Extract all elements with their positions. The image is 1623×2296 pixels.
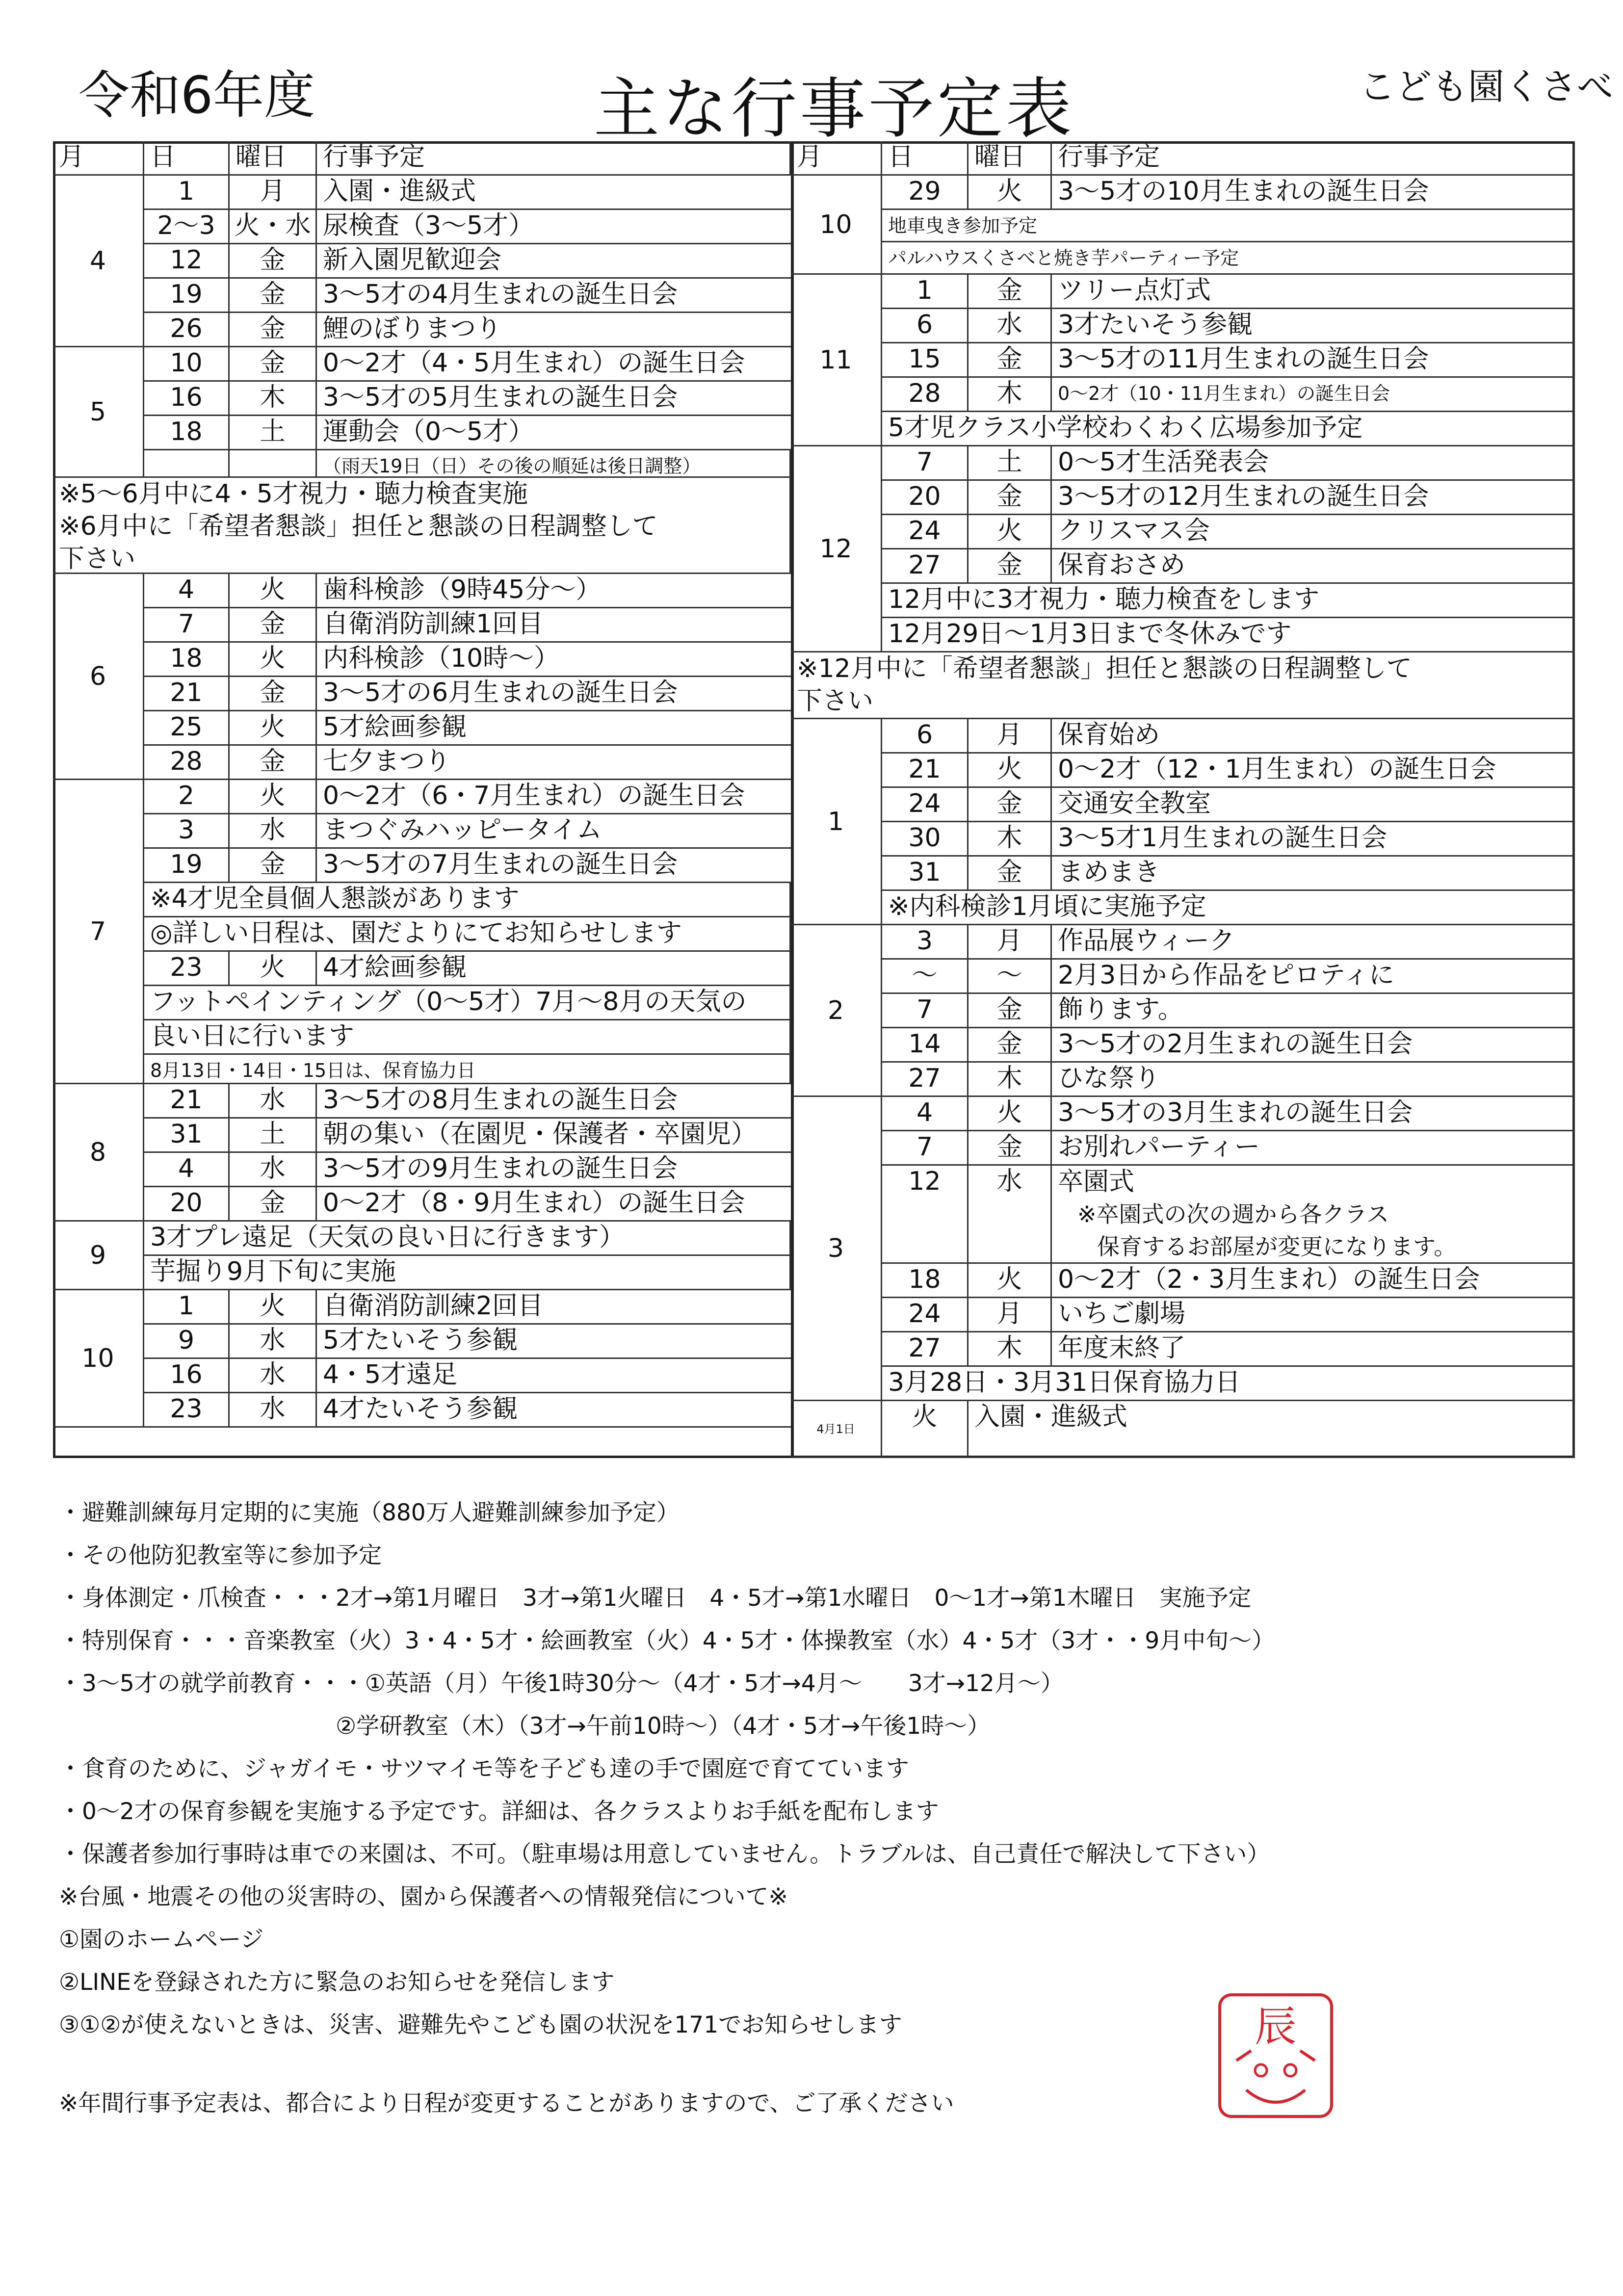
- note-line: ・特別保育・・・音楽教室（火）3・4・5才・絵画教室（火）4・5才・体操教室（水）4・5才（3才・・9月中旬〜）: [59, 1627, 1275, 1654]
- month-cell: 2: [791, 925, 882, 1097]
- event-name: まつぐみハッピータイム: [317, 814, 794, 849]
- event-name: 保育始め: [1052, 719, 1575, 754]
- event-day: 4: [882, 1097, 969, 1131]
- event-weekday: 火: [230, 952, 317, 986]
- event-name: 0〜2才（6・7月生まれ）の誕生日会: [317, 780, 794, 814]
- note-line: 3月28日・3月31日保育協力日: [882, 1367, 1575, 1401]
- event-weekday: 火: [230, 780, 317, 814]
- event-day: 7: [882, 446, 969, 481]
- event-name: 新入園児歓迎会: [317, 244, 794, 279]
- event-day: 27: [882, 1332, 969, 1367]
- note-line: ※6月中に「希望者懇談」担任と懇談の日程調整して: [59, 512, 658, 541]
- event-weekday: 月: [230, 176, 317, 210]
- header-month: 月: [791, 141, 882, 176]
- event-weekday: 金: [969, 481, 1052, 515]
- event-day: 25: [144, 711, 230, 746]
- note-line: ③①②が使えないときは、災害、避難先やこども園の状況を171でお知らせします: [59, 2011, 902, 2038]
- event-name: 0〜2才（12・1月生まれ）の誕生日会: [1052, 754, 1575, 788]
- month-cell: 3: [791, 1097, 882, 1401]
- note-line: 下さい: [59, 544, 136, 574]
- event-day: 18: [144, 416, 230, 450]
- event-weekday: 土: [969, 446, 1052, 481]
- event-name: 2月3日から作品をピロティに: [1052, 960, 1575, 994]
- event-name: いちご劇場: [1052, 1298, 1575, 1332]
- event-weekday: 火: [230, 1290, 317, 1325]
- event-weekday: 金: [969, 275, 1052, 309]
- month-cell: 7: [53, 780, 144, 1084]
- event-day: 2〜3: [144, 210, 230, 244]
- event-weekday: 金: [230, 347, 317, 382]
- event-name: 3〜5才の10月生まれの誕生日会: [1052, 176, 1575, 210]
- event-name: 0〜2才（2・3月生まれ）の誕生日会: [1052, 1264, 1575, 1298]
- event-name: 年度末終了: [1052, 1332, 1575, 1367]
- event-weekday: 金: [230, 279, 317, 313]
- event-day: 1: [144, 176, 230, 210]
- event-day: 3: [144, 814, 230, 849]
- event-day: 31: [882, 857, 969, 891]
- event-name: 尿検査（3〜5才）: [317, 210, 794, 244]
- event-day: 16: [144, 1359, 230, 1393]
- event-name: クリスマス会: [1052, 515, 1575, 549]
- note-line: 下さい: [797, 686, 874, 716]
- note-line: ※12月中に「希望者懇談」担任と懇談の日程調整して: [797, 654, 1412, 683]
- month-cell: 6: [53, 574, 144, 780]
- event-day: 21: [144, 1084, 230, 1119]
- page-title: 主な行事予定表: [594, 71, 1075, 147]
- event-day: 3: [882, 925, 969, 960]
- event-name: 3〜5才の4月生まれの誕生日会: [317, 279, 794, 313]
- event-weekday: 月: [969, 719, 1052, 754]
- month-cell: 1: [791, 719, 882, 925]
- month-cell: 11: [791, 275, 882, 446]
- event-day: 4: [144, 574, 230, 608]
- event-weekday: 水: [969, 1166, 1052, 1264]
- month-cell: 5: [53, 347, 144, 478]
- event-name: まめまき: [1052, 857, 1575, 891]
- event-name: 0〜2才（10・11月生まれ）の誕生日会: [1052, 378, 1575, 412]
- event-weekday: 木: [969, 1332, 1052, 1367]
- event-weekday: 水: [969, 309, 1052, 343]
- next-april-date: 4月1日: [791, 1401, 882, 1458]
- event-day: 24: [882, 788, 969, 822]
- event-name: 5才たいそう参観: [317, 1325, 794, 1359]
- header: [0, 0, 1623, 147]
- event-name: 保育おさめ: [1052, 549, 1575, 584]
- fiscal-year: 令和6年度: [79, 65, 315, 125]
- event-day: 31: [144, 1119, 230, 1153]
- event-day: 6: [882, 309, 969, 343]
- seal-icon: [1217, 1992, 1335, 2119]
- note-line: 良い日に行います: [144, 1020, 791, 1055]
- event-name: 3〜5才の12月生まれの誕生日会: [1052, 481, 1575, 515]
- event-weekday: 水: [230, 1325, 317, 1359]
- note-line: ※5〜6月中に4・5才視力・聴力検査実施: [59, 479, 528, 509]
- event-weekday: 金: [230, 244, 317, 279]
- event-name: 入園・進級式: [317, 176, 794, 210]
- event-name: 3〜5才の9月生まれの誕生日会: [317, 1153, 794, 1187]
- note-line: ・3〜5才の就学前教育・・・①英語（月）午後1時30分〜（4才・5才→4月〜 3才→12月〜）: [59, 1670, 1064, 1697]
- event-name: 3〜5才の8月生まれの誕生日会: [317, 1084, 794, 1119]
- note-line: 12月中に3才視力・聴力検査をします: [882, 584, 1575, 618]
- event-weekday: 火: [969, 1097, 1052, 1131]
- note-line: ・避難訓練毎月定期的に実施（880万人避難訓練参加予定）: [59, 1499, 680, 1526]
- event-day: 29: [882, 176, 969, 210]
- month-cell: 4: [53, 176, 144, 347]
- event-name: 3〜5才の6月生まれの誕生日会: [317, 677, 794, 711]
- event-name: 七夕まつり: [317, 746, 794, 780]
- note-line: ・保護者参加行事時は車での来園は、不可。（駐車場は用意していません。トラブルは、自己責任で解決して下さい）: [59, 1841, 1270, 1868]
- event-day: 27: [882, 549, 969, 584]
- event-day: 18: [144, 643, 230, 677]
- event-day: 4: [144, 1153, 230, 1187]
- event-weekday: 土: [230, 1119, 317, 1153]
- note-line: 5才児クラス小学校わくわく広場参加予定: [882, 412, 1575, 446]
- empty-cell: [230, 450, 317, 478]
- event-name: 0〜2才（8・9月生まれ）の誕生日会: [317, 1187, 794, 1222]
- event-day: 23: [144, 952, 230, 986]
- event-name: 運動会（0〜5才）: [317, 416, 794, 450]
- event-weekday: 水: [230, 1359, 317, 1393]
- event-weekday: 火: [969, 1264, 1052, 1298]
- event-name: 0〜2才（4・5月生まれ）の誕生日会: [317, 347, 794, 382]
- event-weekday: 火: [230, 711, 317, 746]
- event-weekday: 金: [969, 1131, 1052, 1166]
- event-day: 1: [144, 1290, 230, 1325]
- event-weekday: 水: [230, 814, 317, 849]
- school-name: こども園くさべ: [1359, 66, 1613, 108]
- event-name: ツリー点灯式: [1052, 275, 1575, 309]
- note-line: 12月29日〜1月3日まで冬休みです: [882, 618, 1575, 652]
- event-day: 6: [882, 719, 969, 754]
- event-weekday: 金: [230, 608, 317, 643]
- month-cell: 8: [53, 1084, 144, 1222]
- event-weekday: 〜: [969, 960, 1052, 994]
- event-name: 内科検診（10時〜）: [317, 643, 794, 677]
- event-day: 27: [882, 1063, 969, 1097]
- note-line: ・身体測定・爪検査・・・2才→第1月曜日 3才→第1火曜日 4・5才→第1水曜日 0〜1才→第1木曜日 実施予定: [59, 1585, 1252, 1612]
- event-weekday: 土: [230, 416, 317, 450]
- event-name: 4才たいそう参観: [317, 1393, 794, 1428]
- event-weekday: 火: [882, 1401, 969, 1458]
- event-name: 3〜5才の5月生まれの誕生日会: [317, 382, 794, 416]
- event-weekday: 金: [969, 549, 1052, 584]
- event-name: 3〜5才の3月生まれの誕生日会: [1052, 1097, 1575, 1131]
- event-name: 3〜5才の7月生まれの誕生日会: [317, 849, 794, 883]
- event-name: 3才たいそう参観: [1052, 309, 1575, 343]
- event-day: 15: [882, 343, 969, 378]
- event-note: ※卒園式の次の週から各クラス: [1077, 1201, 1389, 1227]
- event-day: 14: [882, 1028, 969, 1063]
- event-day: 2: [144, 780, 230, 814]
- event-name: 鯉のぼりまつり: [317, 313, 794, 347]
- event-day: 26: [144, 313, 230, 347]
- note-line: ※台風・地震その他の災害時の、園から保護者への情報発信について※: [59, 1883, 788, 1910]
- header-month: 月: [53, 141, 144, 176]
- event-name: 自衛消防訓練1回目: [317, 608, 794, 643]
- event-weekday: 金: [969, 857, 1052, 891]
- header-events: 行事予定: [1052, 141, 1575, 176]
- event-weekday: 木: [969, 378, 1052, 412]
- event-day: 28: [144, 746, 230, 780]
- event-day: 〜: [882, 960, 969, 994]
- event-weekday: 金: [230, 1187, 317, 1222]
- event-name: 4・5才遠足: [317, 1359, 794, 1393]
- event-day: 1: [882, 275, 969, 309]
- notes-section: [59, 1491, 1560, 2046]
- event-day: 20: [144, 1187, 230, 1222]
- event-day: 18: [882, 1264, 969, 1298]
- event-weekday: 月: [969, 925, 1052, 960]
- event-day: 10: [144, 347, 230, 382]
- header-weekday: 曜日: [969, 141, 1052, 176]
- month-cell: 10: [53, 1290, 144, 1428]
- event-weekday: 金: [230, 849, 317, 883]
- event-name: 4才絵画参観: [317, 952, 791, 986]
- month-cell: 10: [791, 176, 882, 275]
- event-name: 朝の集い（在園児・保護者・卒園児）: [317, 1119, 794, 1153]
- event-day: 20: [882, 481, 969, 515]
- event-day: 12: [144, 244, 230, 279]
- event-name: 歯科検診（9時45分〜）: [317, 574, 794, 608]
- event-day: 21: [144, 677, 230, 711]
- note-line: ②LINEを登録された方に緊急のお知らせを発信します: [59, 1969, 615, 1996]
- note-line: 芋掘り9月下旬に実施: [144, 1256, 791, 1290]
- event-title: 卒園式: [1058, 1167, 1135, 1197]
- note-line: 3才プレ遠足（天気の良い日に行きます）: [144, 1222, 791, 1256]
- event-weekday: 金: [969, 994, 1052, 1028]
- note-line: 地車曳き参加予定: [882, 210, 1575, 242]
- event-day: 16: [144, 382, 230, 416]
- event-day: 7: [882, 1131, 969, 1166]
- event-weekday: 水: [230, 1153, 317, 1187]
- event-day: 19: [144, 279, 230, 313]
- event-weekday: 火: [969, 754, 1052, 788]
- event-weekday: 木: [230, 382, 317, 416]
- event-name: お別れパーティー: [1052, 1131, 1575, 1166]
- note-line: ①園のホームページ: [59, 1926, 264, 1953]
- header-weekday: 曜日: [230, 141, 317, 176]
- svg-text:辰: 辰: [1255, 2002, 1297, 2051]
- event-day: 7: [144, 608, 230, 643]
- event-weekday: 金: [230, 746, 317, 780]
- note-may-june: [53, 478, 791, 574]
- note-december: [791, 652, 1575, 719]
- event-weekday: 木: [969, 822, 1052, 857]
- event-day: 19: [144, 849, 230, 883]
- header-events: 行事予定: [317, 141, 791, 176]
- event-weekday: 火: [230, 574, 317, 608]
- event-name: 飾ります。: [1052, 994, 1575, 1028]
- footnote: ※年間行事予定表は、都合により日程が変更することがありますので、ご了承ください: [59, 2090, 954, 2117]
- event-name: 5才絵画参観: [317, 711, 794, 746]
- note-line: フットペインティング（0〜5才）7月〜8月の天気の: [144, 986, 791, 1020]
- event-weekday: 火: [969, 515, 1052, 549]
- note-line: パルハウスくさべと焼き芋パーティー予定: [882, 242, 1575, 275]
- event-day: 21: [882, 754, 969, 788]
- event-name: ひな祭り: [1052, 1063, 1575, 1097]
- header-day: 日: [882, 141, 969, 176]
- event-day: 28: [882, 378, 969, 412]
- event-weekday: 水: [230, 1084, 317, 1119]
- note-line: ・0〜2才の保育参観を実施する予定です。詳細は、各クラスよりお手紙を配布します: [59, 1798, 939, 1825]
- note-line: ※4才児全員個人懇談があります: [144, 883, 791, 917]
- event-day: 9: [144, 1325, 230, 1359]
- event-weekday: 金: [230, 313, 317, 347]
- note-line: ※内科検診1月頃に実施予定: [882, 891, 1575, 925]
- event-weekday: 火: [969, 176, 1052, 210]
- event-name: 3〜5才の2月生まれの誕生日会: [1052, 1028, 1575, 1063]
- event-day: 23: [144, 1393, 230, 1428]
- month-cell: 9: [53, 1222, 144, 1290]
- note-line: ②学研教室（木）（3才→午前10時〜）（4才・5才→午後1時〜）: [59, 1713, 991, 1740]
- event-weekday: 金: [969, 1028, 1052, 1063]
- event-weekday: 月: [969, 1298, 1052, 1332]
- event-name: 交通安全教室: [1052, 788, 1575, 822]
- event-weekday: 金: [230, 677, 317, 711]
- event-name: 入園・進級式: [969, 1401, 1575, 1458]
- event-day: 12: [882, 1166, 969, 1264]
- month-cell: 12: [791, 446, 882, 652]
- event-note: 保育するお部屋が変更になります。: [1097, 1233, 1457, 1260]
- event-name: 0〜5才生活発表会: [1052, 446, 1575, 481]
- event-name: 3〜5才1月生まれの誕生日会: [1052, 822, 1575, 857]
- note-line: ・食育のために、ジャガイモ・サツマイモ等を子ども達の手で園庭で育てています: [59, 1755, 909, 1782]
- event-weekday: 火・水: [230, 210, 317, 244]
- event-name: 作品展ウィーク: [1052, 925, 1575, 960]
- event-weekday: 水: [230, 1393, 317, 1428]
- event-day: 30: [882, 822, 969, 857]
- event-weekday: 金: [969, 343, 1052, 378]
- event-name: 3〜5才の11月生まれの誕生日会: [1052, 343, 1575, 378]
- note-line: 8月13日・14日・15日は、保育協力日: [144, 1055, 791, 1084]
- event-day: 7: [882, 994, 969, 1028]
- note-line: ◎詳しい日程は、園だよりにてお知らせします: [144, 917, 791, 952]
- rain-note: （雨天19日（日）その後の順延は後日調整）: [317, 450, 791, 478]
- event-name: [1052, 1166, 1575, 1264]
- empty-cell: [144, 450, 230, 478]
- event-weekday: 木: [969, 1063, 1052, 1097]
- event-weekday: 金: [969, 788, 1052, 822]
- event-name: 自衛消防訓練2回目: [317, 1290, 794, 1325]
- note-line: ・その他防犯教室等に参加予定: [59, 1542, 382, 1569]
- event-weekday: 火: [230, 643, 317, 677]
- header-day: 日: [144, 141, 230, 176]
- dragon-seal-stamp: [1217, 1992, 1335, 2119]
- event-day: 24: [882, 515, 969, 549]
- event-day: 24: [882, 1298, 969, 1332]
